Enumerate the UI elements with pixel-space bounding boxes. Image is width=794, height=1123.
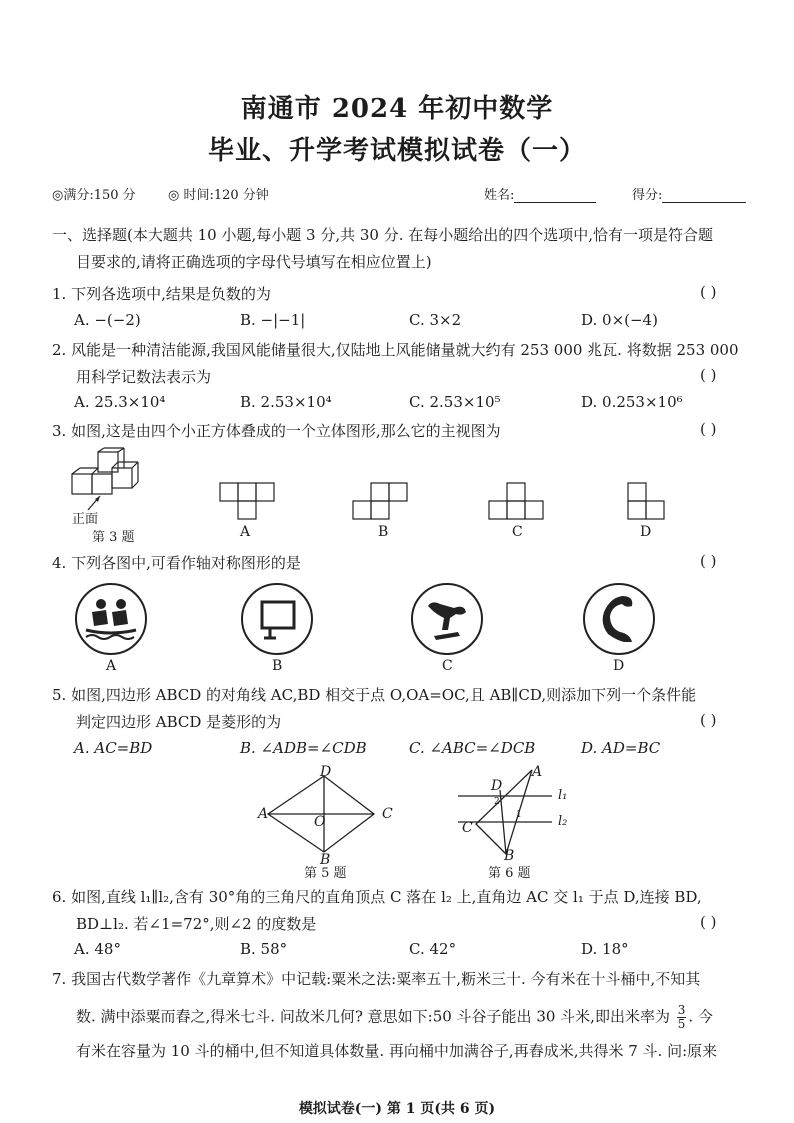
name-blank[interactable] bbox=[514, 188, 596, 203]
q3-option-a-label: A bbox=[240, 524, 251, 540]
q3-caption: 第 3 题 bbox=[92, 530, 135, 545]
q6-stem-line-2: BD⊥l₂. 若∠1=72°,则∠2 的度数是 bbox=[76, 915, 317, 933]
q6-point-c: C bbox=[462, 820, 473, 836]
q7-fraction-numerator: 3 bbox=[677, 1003, 686, 1017]
q2-option-d: D. 0.253×10⁶ bbox=[581, 393, 683, 411]
q3-front-label: 正面 bbox=[72, 512, 99, 527]
q5-option-a: A. AC=BD bbox=[74, 739, 153, 757]
q3-option-d-figure bbox=[627, 482, 667, 522]
q5-point-b: B bbox=[320, 852, 331, 868]
dragon-logo-figure bbox=[582, 582, 656, 656]
q4-answer-paren[interactable]: ( ) bbox=[700, 552, 717, 570]
q4-stem: 4. 下列各图中,可看作轴对称图形的是 bbox=[52, 554, 301, 572]
monitor-logo-figure bbox=[240, 582, 314, 656]
q7-fraction bbox=[677, 1004, 687, 1031]
q1-option-a: A. −(−2) bbox=[74, 311, 141, 329]
q3-option-c-label: C bbox=[512, 524, 523, 540]
q1-option-d: D. 0×(−4) bbox=[581, 311, 658, 329]
q3-option-c-figure bbox=[488, 482, 546, 522]
q6-line-l1: l₁ bbox=[558, 788, 568, 803]
q6-angle-2-label: 2 bbox=[494, 797, 500, 807]
q6-caption: 第 6 题 bbox=[488, 866, 531, 881]
score-blank[interactable] bbox=[662, 188, 746, 203]
q6-answer-paren[interactable]: ( ) bbox=[700, 913, 717, 931]
q6-angle-1-label: 1 bbox=[516, 810, 522, 820]
q5-stem-line-2: 判定四边形 ABCD 是菱形的为 bbox=[76, 713, 282, 731]
name-label: 姓名: bbox=[484, 188, 515, 203]
q1-answer-paren[interactable]: ( ) bbox=[700, 283, 717, 301]
full-score: ◎满分:150 分 bbox=[52, 188, 136, 203]
q2-stem-line-1: 2. 风能是一种清洁能源,我国风能储量很大,仅陆地上风能储量就大约有 253 000 兆瓦. 将数据 253 000 bbox=[52, 341, 739, 359]
q6-stem-line-1: 6. 如图,直线 l₁∥l₂,含有 30°角的三角尺的直角顶点 C 落在 l₂ 上,直角边 AC 交 l₁ 于点 D,连接 BD, bbox=[52, 888, 702, 906]
q5-option-b: B. ∠ADB=∠CDB bbox=[240, 739, 367, 757]
q6-line-l2: l₂ bbox=[558, 814, 568, 829]
q4-option-a-label: A bbox=[106, 658, 117, 674]
q5-point-a: A bbox=[258, 806, 269, 822]
q2-option-a: A. 25.3×10⁴ bbox=[74, 393, 166, 411]
q7-line-2-text-a: 数. 满中添粟而舂之,得米七斗. 问故米几何? 意思如下:50 斗谷子能出 30 斗米,即出米率为 bbox=[76, 1007, 670, 1026]
name-field[interactable] bbox=[484, 184, 596, 203]
q2-option-b: B. 2.53×10⁴ bbox=[240, 393, 332, 411]
score-field[interactable] bbox=[632, 184, 746, 203]
title-line-2: 毕业、升学考试模拟试卷（一） bbox=[207, 136, 586, 166]
q4-option-b-label: B bbox=[272, 658, 283, 674]
q7-line-1: 7. 我国古代数学著作《九章算术》中记载:粟米之法:粟率五十,粝米三十. 今有米在十斗桶中,不知其 bbox=[52, 970, 701, 988]
rowing-logo-figure bbox=[74, 582, 148, 656]
q3-option-a-figure bbox=[219, 482, 277, 522]
q6-point-d: D bbox=[491, 778, 503, 794]
q5-point-o: O bbox=[314, 814, 326, 830]
q6-option-b: B. 58° bbox=[240, 940, 288, 958]
q4-option-d-label: D bbox=[613, 658, 625, 674]
q5-point-c: C bbox=[382, 806, 393, 822]
q5-answer-paren[interactable]: ( ) bbox=[700, 711, 717, 729]
q2-answer-paren[interactable]: ( ) bbox=[700, 366, 717, 384]
q3-option-d-label: D bbox=[640, 524, 652, 540]
q1-stem: 1. 下列各选项中,结果是负数的为 bbox=[52, 285, 271, 303]
q5-option-c: C. ∠ABC=∠DCB bbox=[409, 739, 536, 757]
q6-option-a: A. 48° bbox=[74, 940, 121, 958]
q6-point-a: A bbox=[532, 764, 543, 780]
q1-option-c: C. 3×2 bbox=[409, 311, 462, 329]
q4-option-c-label: C bbox=[442, 658, 453, 674]
q3-option-b-figure bbox=[352, 482, 410, 522]
q3-option-b-label: B bbox=[378, 524, 389, 540]
title-line-1: 南通市 2024 年初中数学 bbox=[240, 94, 554, 124]
section-heading-line-2: 目要求的,请将正确选项的字母代号填写在相应位置上) bbox=[76, 253, 432, 271]
q5-caption: 第 5 题 bbox=[304, 866, 347, 881]
score-label: 得分: bbox=[632, 188, 663, 203]
q3-stem: 3. 如图,这是由四个小正方体叠成的一个立体图形,那么它的主视图为 bbox=[52, 422, 501, 440]
section-heading-line-1: 一、选择题(本大题共 10 小题,每小题 3 分,共 30 分. 在每小题给出的四个选项中,恰有一项是符合题 bbox=[52, 226, 714, 244]
q7-fraction-denominator: 5 bbox=[677, 1017, 686, 1031]
q6-point-b: B bbox=[504, 848, 515, 864]
q1-option-b: B. −|−1| bbox=[240, 311, 306, 329]
gymnast-logo-figure bbox=[410, 582, 484, 656]
q5-option-d: D. AD=BC bbox=[581, 739, 661, 757]
q6-option-c: C. 42° bbox=[409, 940, 457, 958]
q2-stem-line-2: 用科学记数法表示为 bbox=[76, 368, 212, 386]
page-footer: 模拟试卷(一) 第 1 页(共 6 页) bbox=[298, 1101, 496, 1117]
q3-answer-paren[interactable]: ( ) bbox=[700, 420, 717, 438]
q5-stem-line-1: 5. 如图,四边形 ABCD 的对角线 AC,BD 相交于点 O,OA=OC,且 AB∥CD,则添加下列一个条件能 bbox=[52, 686, 697, 704]
q7-line-3: 有米在容量为 10 斗的桶中,但不知道具体数量. 再向桶中加满谷子,再舂成米,共得米 7 斗. 问:原来 bbox=[76, 1042, 718, 1060]
exam-time: ◎ 时间:120 分钟 bbox=[168, 188, 269, 203]
q6-option-d: D. 18° bbox=[581, 940, 629, 958]
q2-option-c: C. 2.53×10⁵ bbox=[409, 393, 501, 411]
q5-point-d: D bbox=[320, 764, 332, 780]
q7-line-2-text-b: . 今 bbox=[688, 1007, 713, 1026]
q7-line-2 bbox=[76, 1004, 713, 1031]
